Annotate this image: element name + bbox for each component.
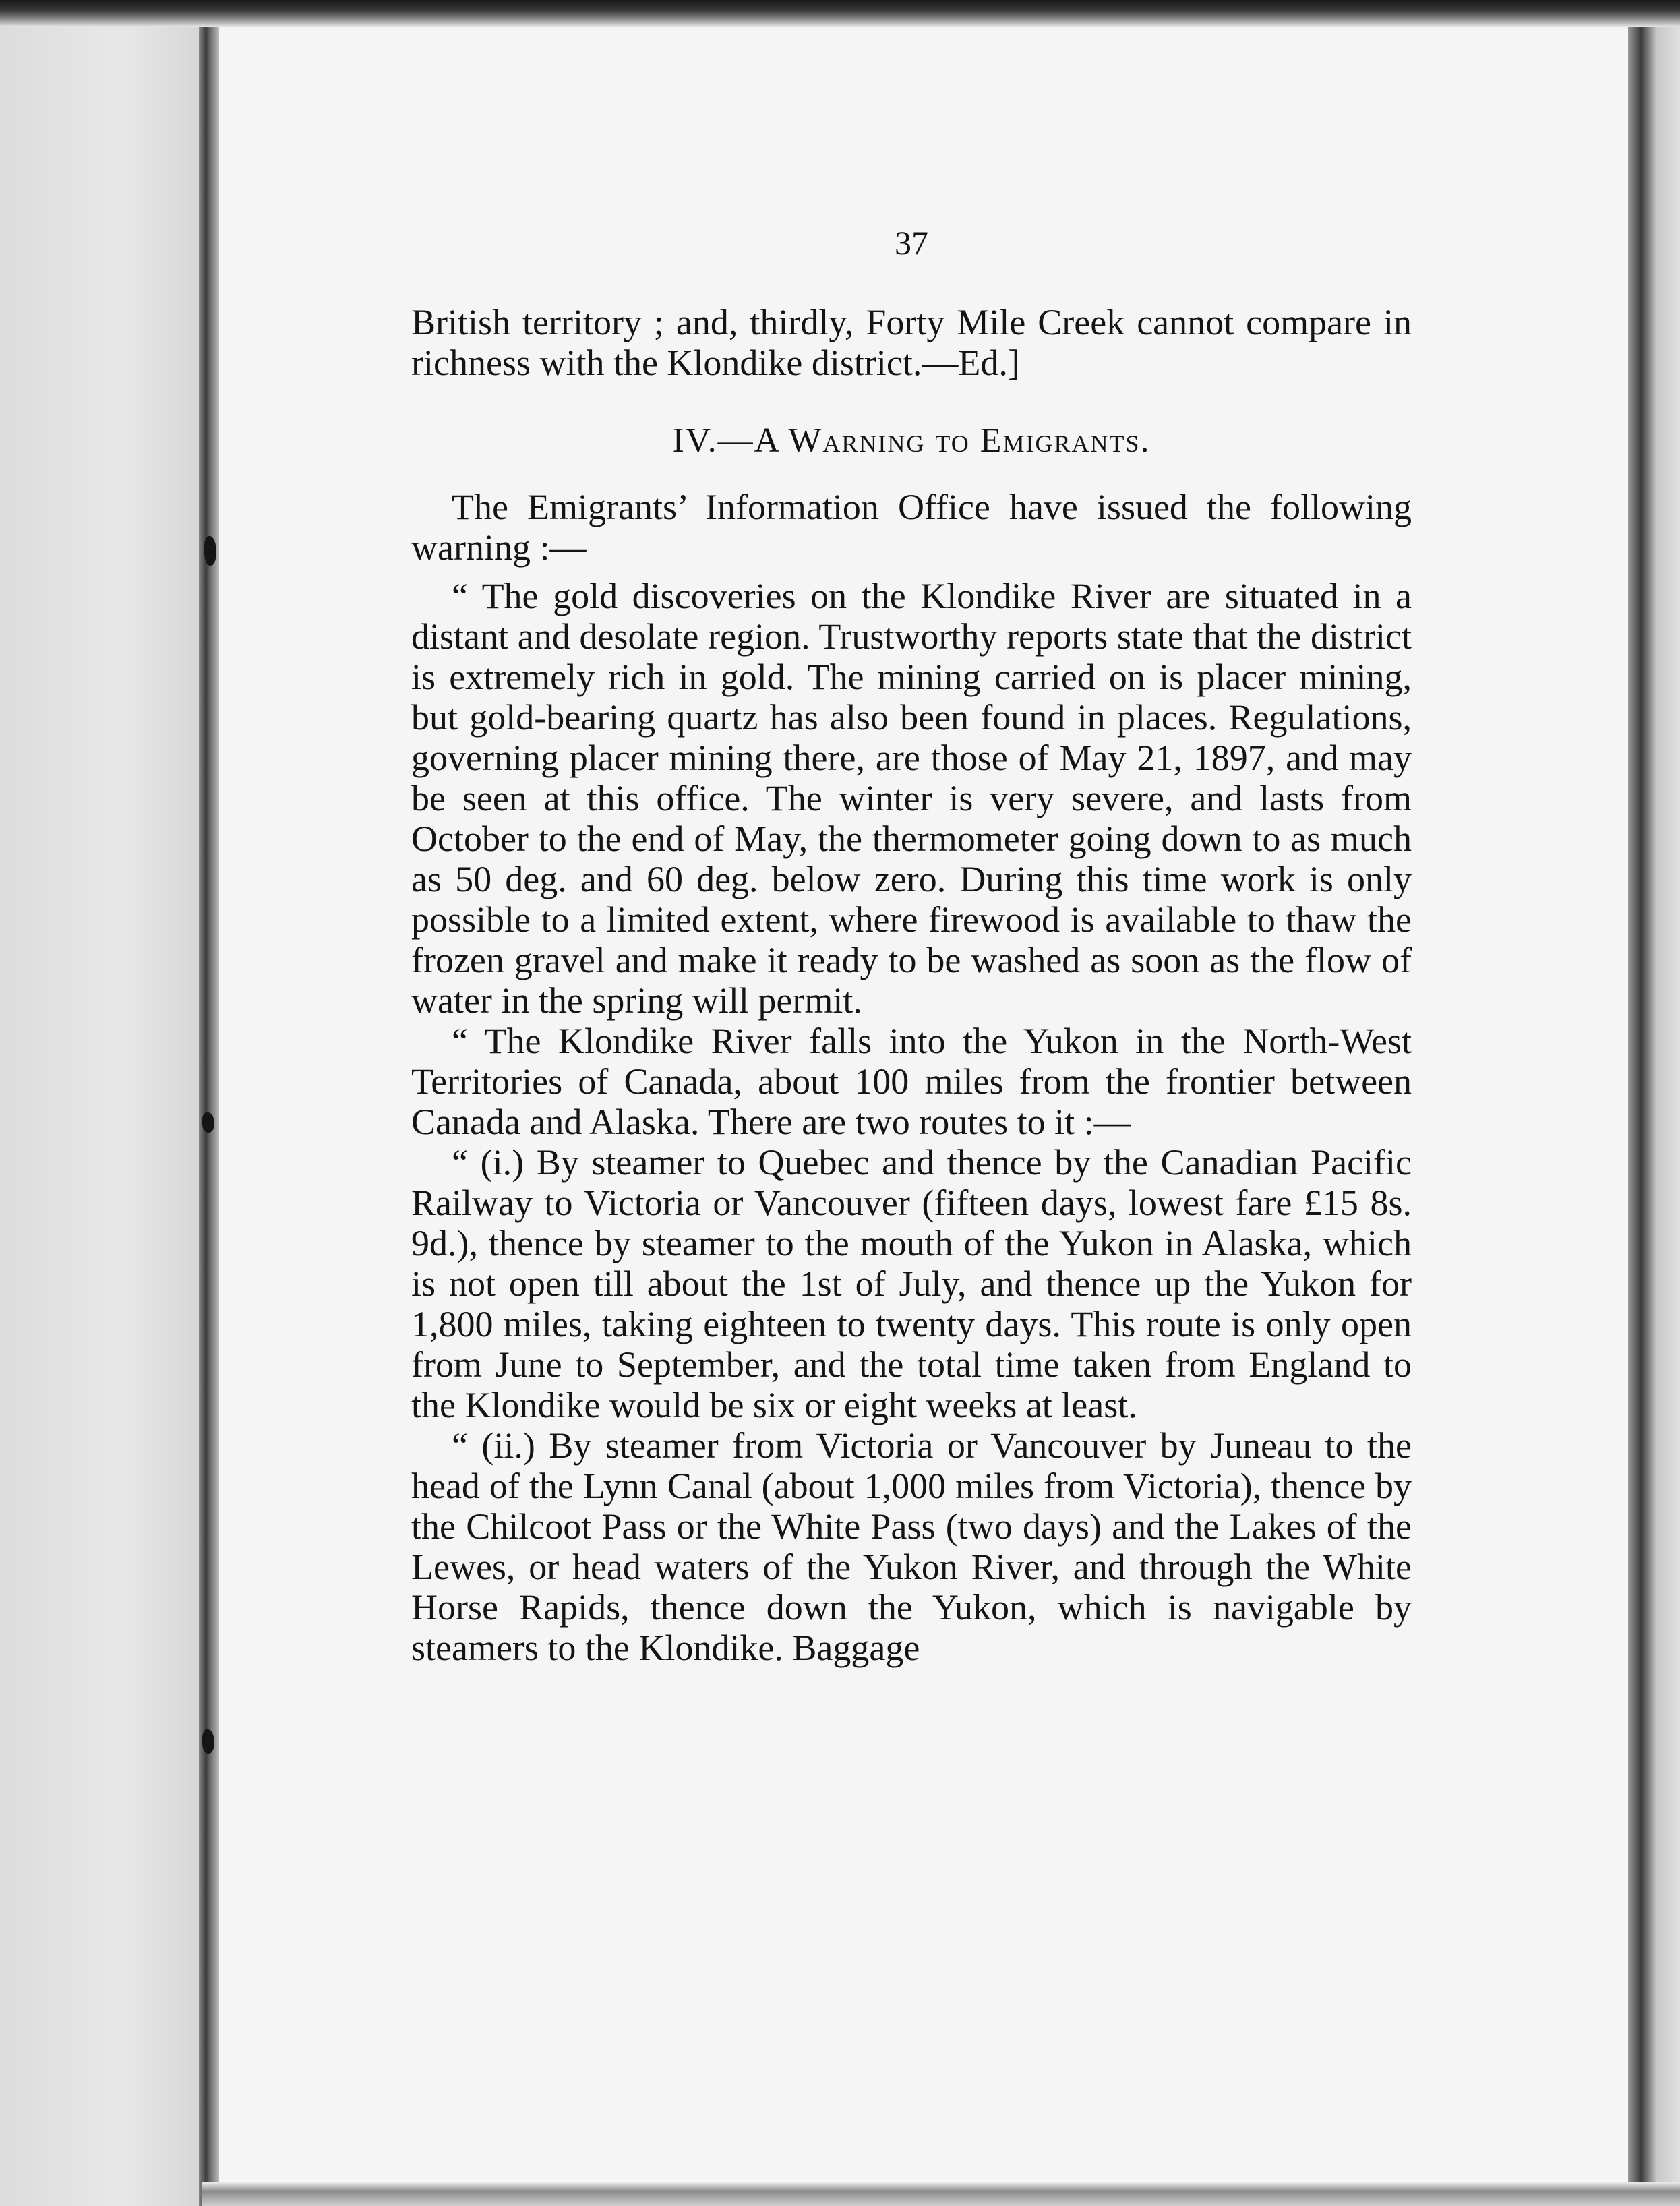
binding-stitch bbox=[202, 1729, 214, 1754]
scan-top-edge bbox=[0, 0, 1680, 27]
body-paragraph: “ (i.) By steamer to Quebec and thence by the Canadian Pacific Railway to Victoria or Vancouver (fifteen days, lowest fare £15 8s. 9d.), thence by steamer to the mouth of the Yukon in Alaska, which is not open till about the 1st of July, and thence up the Yukon for 1,800 miles, taking eighteen to twenty days. This route is only open from June to September, and the total time taken from England to the Klondike would be six or eight weeks at least. bbox=[411, 1142, 1412, 1425]
body-paragraph: The Emigrants’ Information Office have issued the following warning :— bbox=[411, 487, 1412, 568]
page-text-block bbox=[411, 222, 1412, 1668]
paragraph-spacer bbox=[411, 568, 1412, 576]
page-number: 37 bbox=[895, 224, 928, 262]
continuation-paragraph: British territory ; and, thirdly, Forty Mile Creek cannot compare in richness with the Klondike district.—Ed.] bbox=[411, 302, 1412, 383]
body-paragraph: “ The gold discoveries on the Klondike River are situated in a distant and desolate region. Trustworthy reports state that the district is extremely rich in gold. The mining carried on is placer mining, but gold-bearing quartz has also been found in places. Regulations, governing placer mining there, are those of May 21, 1897, and may be seen at this office. The winter is very severe, and lasts from October to the end of May, the thermometer going down to as much as 50 deg. and 60 deg. below zero. During this time work is only possible to a limited extent, where firewood is available to thaw the frozen gravel and make it ready to be washed as soon as the flow of water in the spring will permit. bbox=[411, 576, 1412, 1021]
binding-stitch bbox=[204, 536, 216, 566]
page-edge-bottom bbox=[202, 2182, 1680, 2206]
page-edge-right bbox=[1628, 27, 1680, 2206]
body-paragraph: “ The Klondike River falls into the Yukon in the North-West Territories of Canada, about 100 miles from the frontier between Canada and Alaska. There are two routes to it :— bbox=[411, 1021, 1412, 1142]
binding-stitch bbox=[202, 1112, 214, 1133]
section-heading: IV.—A Warning to Emigrants. bbox=[672, 421, 1151, 460]
facing-page bbox=[0, 27, 202, 2206]
body-paragraph: “ (ii.) By steamer from Victoria or Vancouver by Juneau to the head of the Lynn Canal (about 1,000 miles from Victoria), thence by the Chilcoot Pass or the White Pass (two days) and the Lakes of the Lewes, or head waters of the Yukon River, and through the White Horse Rapids, thence down the Yukon, which is navigable by steamers to the Klondike. Baggage bbox=[411, 1425, 1412, 1668]
